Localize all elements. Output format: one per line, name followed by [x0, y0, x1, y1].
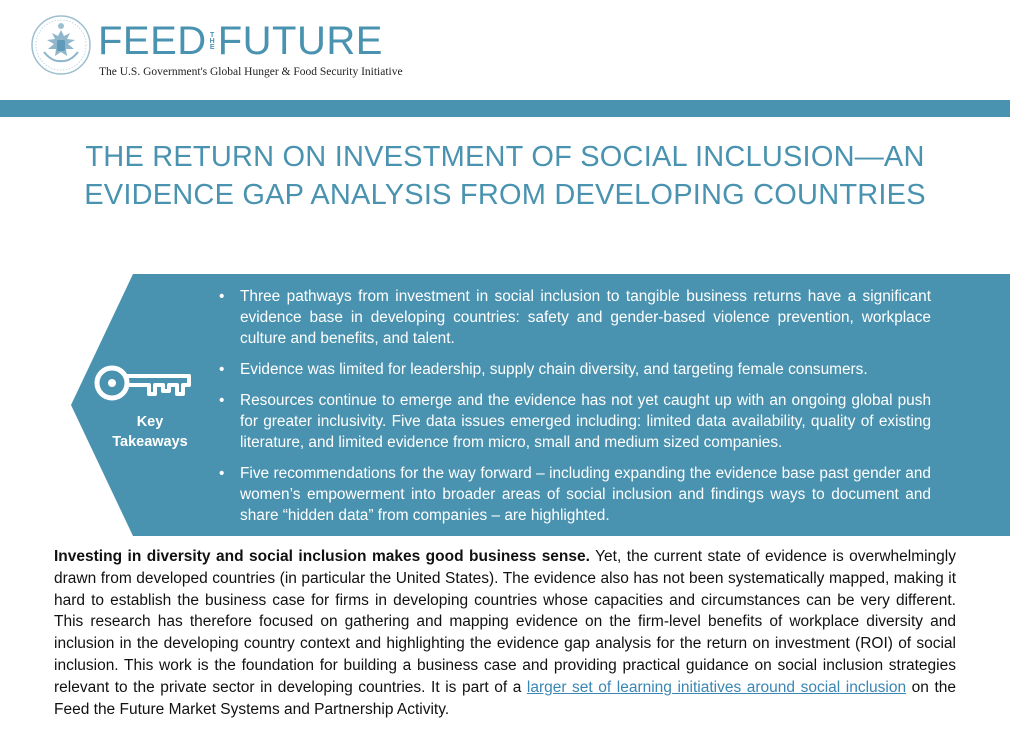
intro-paragraph [54, 546, 956, 720]
intro-lead: Investing in diversity and social inclusion makes good business sense. [54, 548, 590, 565]
page-title: THE RETURN ON INVESTMENT OF SOCIAL INCLUSION—AN EVIDENCE GAP ANALYSIS FROM DEVELOPING COUNTRIES [84, 141, 926, 211]
brand-the [209, 32, 216, 50]
brand-the-text: THE [208, 32, 216, 50]
takeaway-item: • Resources continue to emerge and the evidence has not yet caught up with an ongoing global push for greater inclusivity. Five data issues emerged including: limited data availability, quality of existing literature, and limited evidence from micro, small and medium sized companies. [219, 390, 931, 453]
takeaway-item: • Evidence was limited for leadership, supply chain diversity, and targeting female consumers. [219, 359, 931, 380]
key-takeaways-label [91, 412, 209, 452]
key-label-line2: Takeaways [112, 434, 188, 450]
learning-initiatives-link[interactable]: larger set of learning initiatives around social inclusion [526, 678, 907, 696]
header-divider-bar [0, 100, 1010, 117]
takeaway-item: • Five recommendations for the way forward – including expanding the evidence base past gender and women’s empowerment into broader areas of social inclusion and findings ways to document and share “hidden data” from companies – are highlighted. [219, 463, 931, 526]
brand-feed: FEED [98, 19, 207, 63]
key-icon [93, 364, 193, 402]
header [0, 0, 1010, 100]
key-label-line1: Key [136, 414, 164, 430]
intro-text: Yet, the current state of evidence is overwhelmingly drawn from developed countries (in particular the United States). The evidence also has not been systematically mapped, making it hard to establish the business case for firms in developing countries whose capacities and circumstances can be very different. This research has therefore focused on gathering and mapping evidence on the firm-level benefits of workplace diversity and inclusion in the developing country context and highlighting the evidence gap analysis for the return on investment (ROI) of social inclusion. This work is the foundation for building a business case and providing practical guidance on social inclusion strategies relevant to the private sector in developing countries. It is part of a [54, 548, 956, 696]
us-seal-icon [30, 14, 92, 76]
brand-future: FUTURE [217, 19, 383, 63]
tagline: The U.S. Government's Global Hunger & Food Security Initiative [99, 66, 403, 78]
brand-wordmark [98, 20, 383, 62]
takeaways-list [219, 286, 931, 536]
intro-tail: on the Feed the Future Market Systems and Partnership Activity. [54, 678, 956, 718]
takeaway-item: • Three pathways from investment in social inclusion to tangible business returns have a significant evidence base in developing countries: safety and gender-based violence prevention, workplace culture and benefits, and talent. [219, 286, 931, 349]
key-takeaways-panel [71, 274, 1010, 536]
